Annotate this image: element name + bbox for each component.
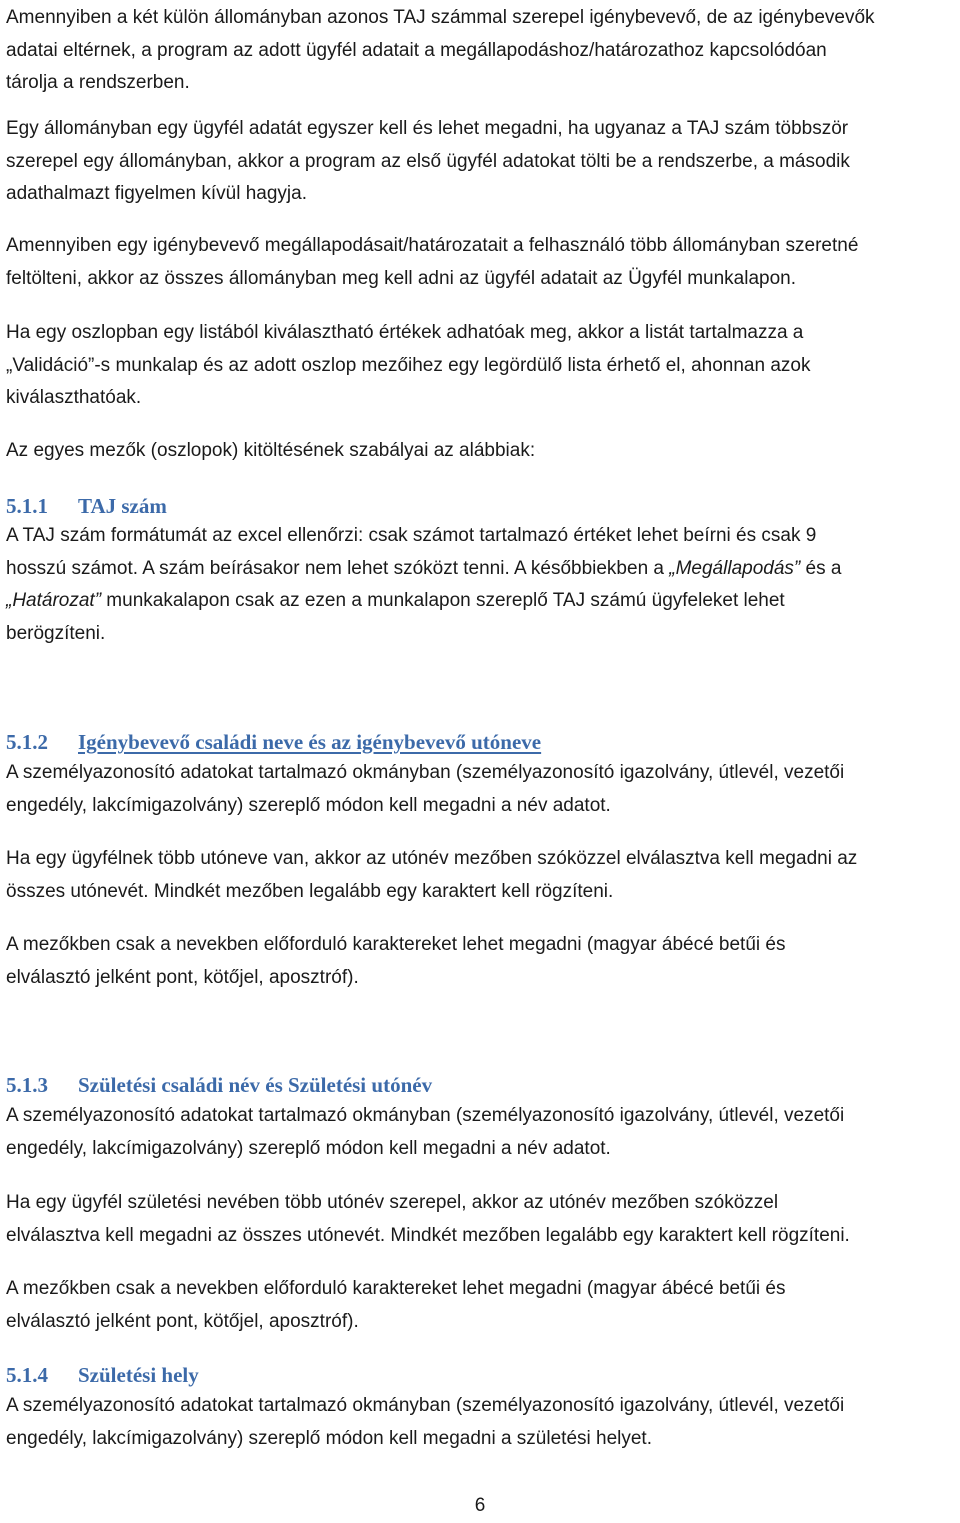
text-line: A mezőkben csak a nevekben előforduló karaktereket lehet megadni (magyar ábécé betűi és (6, 934, 786, 955)
intro-paragraph-4 (6, 317, 956, 415)
section-number: 5.1.2 (6, 730, 48, 754)
text-line: Ha egy ügyfél születési nevében több utónév szerepel, akkor az utónév mezőben szóközzel (6, 1192, 779, 1213)
text-line: A mezőkben csak a nevekben előforduló karaktereket lehet megadni (magyar ábécé betűi és (6, 1278, 786, 1299)
text-line: adathalmazt figyelmen kívül hagyja. (6, 183, 307, 205)
birth-place-paragraph (6, 1390, 956, 1455)
name-paragraph-2 (6, 843, 956, 908)
name-paragraph-1 (6, 757, 956, 822)
intro-paragraph-5 (6, 435, 956, 468)
text-line: elválasztó jelként pont, kötőjel, aposztróf). (6, 1310, 359, 1332)
section-heading-name (6, 727, 541, 757)
section-number: 5.1.1 (6, 494, 48, 518)
text-line: „Validáció”-s munkalap és az adott oszlop mezőihez egy legördülő lista érhető el, ahonnan azok (6, 354, 811, 376)
section-number: 5.1.4 (6, 1363, 48, 1387)
text-line: engedély, lakcímigazolvány) szereplő módon kell megadni a név adatot. (6, 794, 611, 816)
text-line: elválasztó jelként pont, kötőjel, aposztróf). (6, 966, 359, 988)
text-line: A TAJ szám formátumát az excel ellenőrzi: csak számot tartalmazó értéket lehet beírni és csak 9 (6, 525, 817, 546)
text-line: feltölteni, akkor az összes állományban meg kell adni az ügyfél adatait az Ügyfél munkalapon. (6, 267, 796, 289)
text-line: Egy állományban egy ügyfél adatát egyszer kell és lehet megadni, ha ugyanaz a TAJ szám többször (6, 118, 849, 139)
text-line: Az egyes mezők (oszlopok) kitöltésének szabályai az alábbiak: (6, 440, 536, 461)
text-line: kiválaszthatóak. (6, 387, 142, 409)
section-title: TAJ szám (78, 494, 167, 518)
section-title: Igénybevevő családi neve és az igénybevevő utóneve (78, 730, 542, 754)
text-line: szerepel egy állományban, akkor a program az első ügyfél adatokat tölti be a rendszerbe, a második (6, 150, 850, 172)
text-line: A személyazonosító adatokat tartalmazó okmányban (személyazonosító igazolvány, útlevél, vezetői (6, 1395, 845, 1416)
text-line: Ha egy ügyfélnek több utóneve van, akkor az utónév mezőben szóközzel elválasztva kell megadni az (6, 848, 858, 869)
text-fragment: és a (800, 557, 842, 579)
text-line: Amennyiben egy igénybevevő megállapodásait/határozatait a felhasználó több állományban szeretné (6, 235, 859, 256)
text-line: Amennyiben a két külön állományban azonos TAJ számmal szerepel igénybevevő, de az igénybevevők (6, 7, 875, 28)
birth-name-paragraph-3 (6, 1273, 956, 1338)
intro-paragraph-2 (6, 113, 956, 211)
text-line: tárolja a rendszerben. (6, 72, 190, 94)
text-line: A személyazonosító adatokat tartalmazó okmányban (személyazonosító igazolvány, útlevél, vezetői (6, 1105, 845, 1126)
text-fragment: munkakalapon csak az ezen a munkalapon szereplő TAJ számú ügyfeleket lehet (101, 590, 785, 612)
taj-paragraph (6, 520, 956, 650)
document-page (6, 0, 956, 1514)
name-paragraph-3 (6, 929, 956, 994)
intro-paragraph-3 (6, 230, 956, 295)
text-line: összes utónevét. Mindkét mezőben legalább egy karaktert kell rögzíteni. (6, 880, 614, 902)
page-number: 6 (474, 1495, 486, 1516)
text-line: berögzíteni. (6, 622, 106, 644)
intro-paragraph-1 (6, 2, 956, 100)
text-line: adatai eltérnek, a program az adott ügyfél adatait a megállapodáshoz/határozathoz kapcsolódóan (6, 39, 827, 61)
text-fragment: hosszú számot. A szám beírásakor nem lehet szóközt tenni. A későbbiekben a (6, 557, 670, 579)
section-heading-birth-place (6, 1360, 199, 1390)
section-heading-birth-name (6, 1070, 432, 1100)
birth-name-paragraph-2 (6, 1187, 956, 1252)
emphasis-hatarozat: „Határozat” (6, 590, 102, 612)
text-line (6, 553, 956, 586)
emphasis-megallapodas: „Megállapodás” (669, 557, 801, 579)
section-heading-taj (6, 491, 167, 521)
section-number: 5.1.3 (6, 1073, 48, 1097)
text-line: engedély, lakcímigazolvány) szereplő módon kell megadni a név adatot. (6, 1137, 611, 1159)
text-line (6, 585, 956, 618)
birth-name-paragraph-1 (6, 1100, 956, 1165)
text-line: elválasztva kell megadni az összes utónevét. Mindkét mezőben legalább egy karaktert kell rögzíteni. (6, 1224, 850, 1246)
section-title: Születési családi név és Születési utónév (78, 1073, 433, 1097)
text-line: A személyazonosító adatokat tartalmazó okmányban (személyazonosító igazolvány, útlevél, vezetői (6, 762, 845, 783)
text-line: engedély, lakcímigazolvány) szereplő módon kell megadni a születési helyet. (6, 1427, 652, 1449)
section-title: Születési hely (78, 1363, 199, 1387)
text-line: Ha egy oszlopban egy listából kiválasztható értékek adhatóak meg, akkor a listát tartalmazza a (6, 322, 804, 343)
